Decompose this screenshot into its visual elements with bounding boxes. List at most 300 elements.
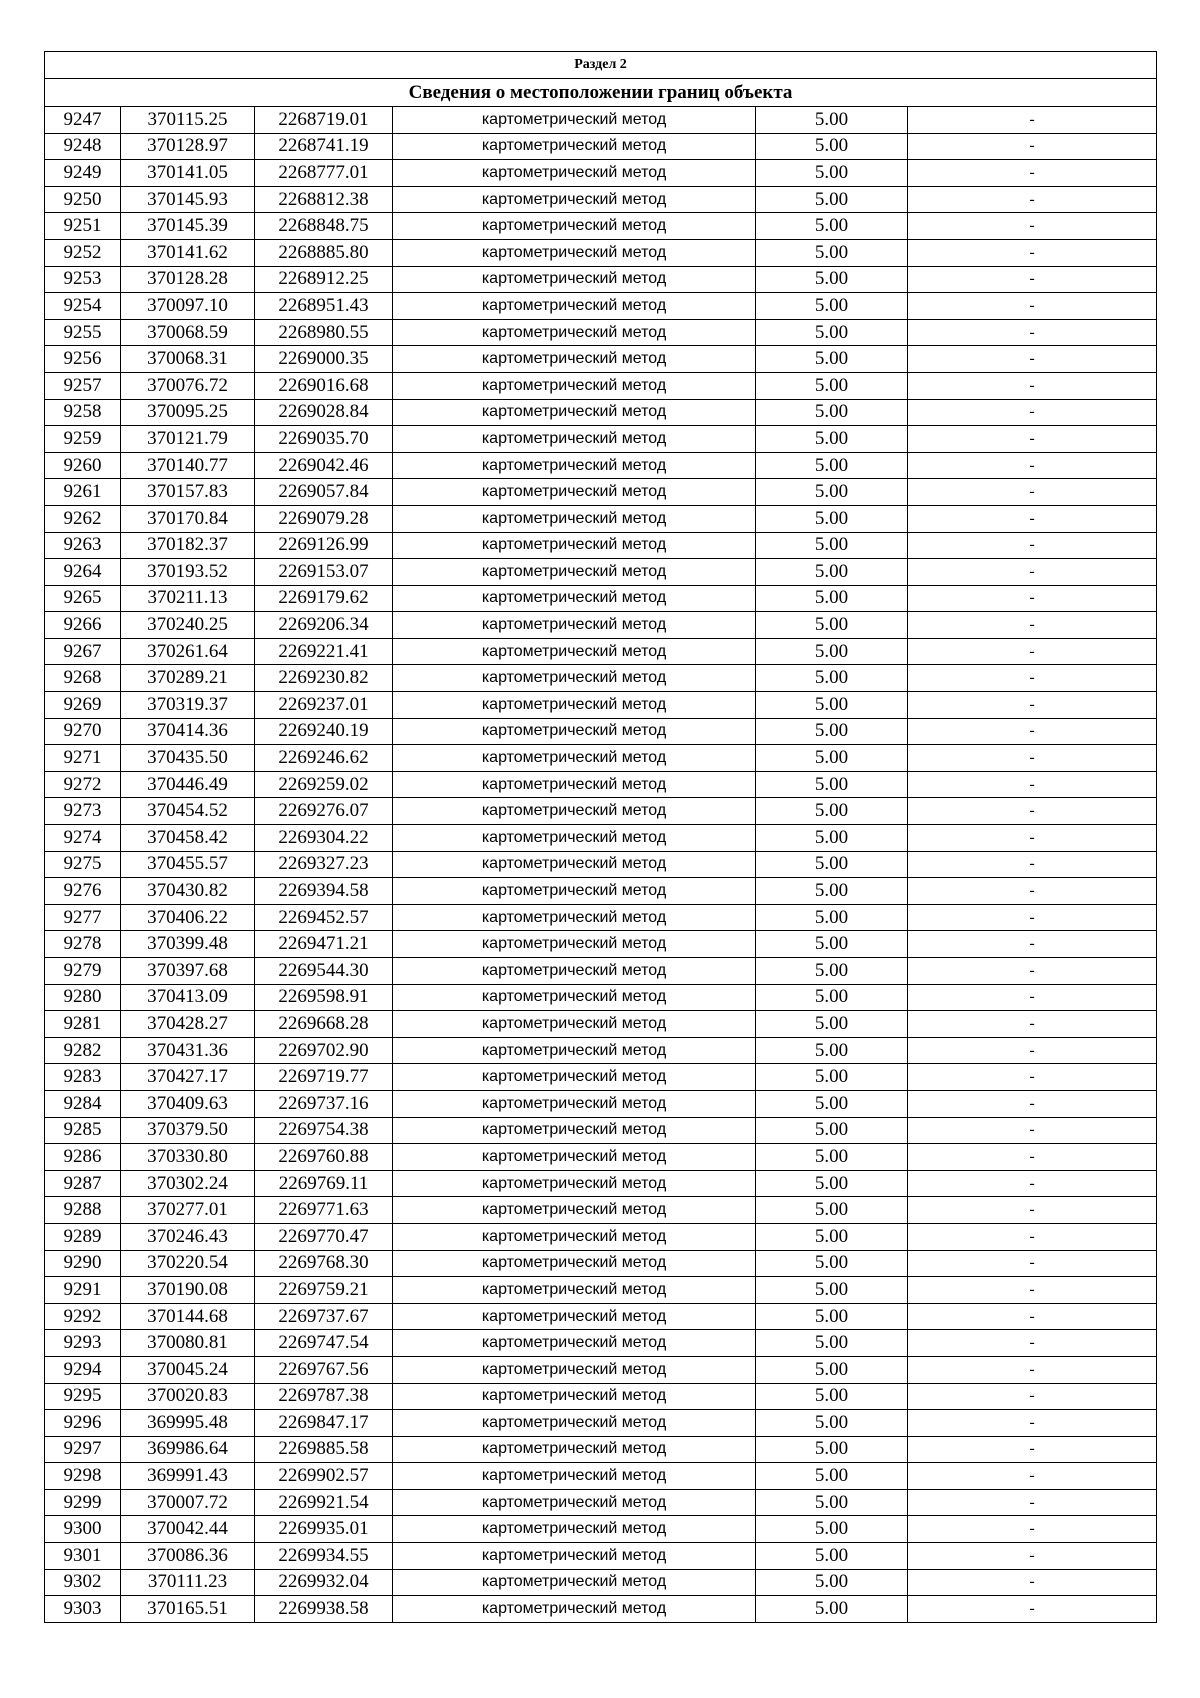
point-number-cell: 9261 bbox=[45, 479, 121, 506]
method-cell: картометрический метод bbox=[393, 1330, 756, 1357]
table-row bbox=[45, 1410, 1157, 1437]
x-coordinate-cell: 370190.08 bbox=[121, 1277, 255, 1304]
description-cell: - bbox=[908, 213, 1157, 240]
point-number-cell: 9268 bbox=[45, 665, 121, 692]
point-number-cell: 9259 bbox=[45, 426, 121, 453]
y-coordinate-cell: 2269747.54 bbox=[255, 1330, 393, 1357]
table-row bbox=[45, 1489, 1157, 1516]
table-row bbox=[45, 1383, 1157, 1410]
accuracy-cell: 5.00 bbox=[756, 399, 908, 426]
y-coordinate-cell: 2269767.56 bbox=[255, 1356, 393, 1383]
accuracy-cell: 5.00 bbox=[756, 1543, 908, 1570]
table-row bbox=[45, 160, 1157, 187]
description-cell: - bbox=[908, 851, 1157, 878]
x-coordinate-cell: 370406.22 bbox=[121, 904, 255, 931]
method-cell: картометрический метод bbox=[393, 612, 756, 639]
x-coordinate-cell: 370145.93 bbox=[121, 186, 255, 213]
x-coordinate-cell: 370399.48 bbox=[121, 931, 255, 958]
description-cell: - bbox=[908, 1436, 1157, 1463]
table-row bbox=[45, 399, 1157, 426]
y-coordinate-cell: 2269276.07 bbox=[255, 798, 393, 825]
accuracy-cell: 5.00 bbox=[756, 452, 908, 479]
point-number-cell: 9252 bbox=[45, 239, 121, 266]
point-number-cell: 9298 bbox=[45, 1463, 121, 1490]
table-row bbox=[45, 638, 1157, 665]
accuracy-cell: 5.00 bbox=[756, 133, 908, 160]
point-number-cell: 9286 bbox=[45, 1144, 121, 1171]
description-cell: - bbox=[908, 904, 1157, 931]
description-cell: - bbox=[908, 239, 1157, 266]
y-coordinate-cell: 2269702.90 bbox=[255, 1037, 393, 1064]
table-row bbox=[45, 186, 1157, 213]
point-number-cell: 9264 bbox=[45, 559, 121, 586]
table-row bbox=[45, 1569, 1157, 1596]
description-cell: - bbox=[908, 452, 1157, 479]
table-row bbox=[45, 904, 1157, 931]
point-number-cell: 9254 bbox=[45, 293, 121, 320]
table-row bbox=[45, 319, 1157, 346]
point-number-cell: 9263 bbox=[45, 532, 121, 559]
accuracy-cell: 5.00 bbox=[756, 1011, 908, 1038]
y-coordinate-cell: 2269452.57 bbox=[255, 904, 393, 931]
table-row bbox=[45, 1330, 1157, 1357]
y-coordinate-cell: 2269921.54 bbox=[255, 1489, 393, 1516]
table-row bbox=[45, 798, 1157, 825]
y-coordinate-cell: 2269770.47 bbox=[255, 1223, 393, 1250]
method-cell: картометрический метод bbox=[393, 532, 756, 559]
description-cell: - bbox=[908, 372, 1157, 399]
accuracy-cell: 5.00 bbox=[756, 532, 908, 559]
method-cell: картометрический метод bbox=[393, 878, 756, 905]
method-cell: картометрический метод bbox=[393, 1090, 756, 1117]
description-cell: - bbox=[908, 718, 1157, 745]
point-number-cell: 9256 bbox=[45, 346, 121, 373]
table-row bbox=[45, 1144, 1157, 1171]
description-cell: - bbox=[908, 532, 1157, 559]
accuracy-cell: 5.00 bbox=[756, 239, 908, 266]
accuracy-cell: 5.00 bbox=[756, 585, 908, 612]
table-row bbox=[45, 452, 1157, 479]
method-cell: картометрический метод bbox=[393, 213, 756, 240]
x-coordinate-cell: 370435.50 bbox=[121, 745, 255, 772]
y-coordinate-cell: 2269471.21 bbox=[255, 931, 393, 958]
accuracy-cell: 5.00 bbox=[756, 1330, 908, 1357]
point-number-cell: 9267 bbox=[45, 638, 121, 665]
y-coordinate-cell: 2268741.19 bbox=[255, 133, 393, 160]
point-number-cell: 9249 bbox=[45, 160, 121, 187]
method-cell: картометрический метод bbox=[393, 239, 756, 266]
accuracy-cell: 5.00 bbox=[756, 1144, 908, 1171]
accuracy-cell: 5.00 bbox=[756, 1223, 908, 1250]
description-cell: - bbox=[908, 1037, 1157, 1064]
y-coordinate-cell: 2269126.99 bbox=[255, 532, 393, 559]
accuracy-cell: 5.00 bbox=[756, 1117, 908, 1144]
accuracy-cell: 5.00 bbox=[756, 1037, 908, 1064]
description-cell: - bbox=[908, 825, 1157, 852]
y-coordinate-cell: 2268848.75 bbox=[255, 213, 393, 240]
point-number-cell: 9277 bbox=[45, 904, 121, 931]
method-cell: картометрический метод bbox=[393, 1543, 756, 1570]
x-coordinate-cell: 370330.80 bbox=[121, 1144, 255, 1171]
y-coordinate-cell: 2269885.58 bbox=[255, 1436, 393, 1463]
x-coordinate-cell: 370128.28 bbox=[121, 266, 255, 293]
method-cell: картометрический метод bbox=[393, 1596, 756, 1623]
description-cell: - bbox=[908, 1011, 1157, 1038]
accuracy-cell: 5.00 bbox=[756, 984, 908, 1011]
accuracy-cell: 5.00 bbox=[756, 1197, 908, 1224]
point-number-cell: 9290 bbox=[45, 1250, 121, 1277]
point-number-cell: 9287 bbox=[45, 1170, 121, 1197]
table-row bbox=[45, 931, 1157, 958]
x-coordinate-cell: 370409.63 bbox=[121, 1090, 255, 1117]
description-cell: - bbox=[908, 1197, 1157, 1224]
accuracy-cell: 5.00 bbox=[756, 1356, 908, 1383]
y-coordinate-cell: 2269394.58 bbox=[255, 878, 393, 905]
method-cell: картометрический метод bbox=[393, 1117, 756, 1144]
y-coordinate-cell: 2269240.19 bbox=[255, 718, 393, 745]
description-cell: - bbox=[908, 1383, 1157, 1410]
x-coordinate-cell: 370240.25 bbox=[121, 612, 255, 639]
y-coordinate-cell: 2269938.58 bbox=[255, 1596, 393, 1623]
table-row bbox=[45, 1356, 1157, 1383]
point-number-cell: 9278 bbox=[45, 931, 121, 958]
description-cell: - bbox=[908, 1117, 1157, 1144]
method-cell: картометрический метод bbox=[393, 1356, 756, 1383]
accuracy-cell: 5.00 bbox=[756, 958, 908, 985]
method-cell: картометрический метод bbox=[393, 1037, 756, 1064]
method-cell: картометрический метод bbox=[393, 1410, 756, 1437]
method-cell: картометрический метод bbox=[393, 638, 756, 665]
point-number-cell: 9247 bbox=[45, 107, 121, 134]
y-coordinate-cell: 2268777.01 bbox=[255, 160, 393, 187]
description-cell: - bbox=[908, 1090, 1157, 1117]
description-cell: - bbox=[908, 426, 1157, 453]
method-cell: картометрический метод bbox=[393, 1463, 756, 1490]
x-coordinate-cell: 370430.82 bbox=[121, 878, 255, 905]
method-cell: картометрический метод bbox=[393, 904, 756, 931]
accuracy-cell: 5.00 bbox=[756, 160, 908, 187]
description-cell: - bbox=[908, 1489, 1157, 1516]
x-coordinate-cell: 370182.37 bbox=[121, 532, 255, 559]
x-coordinate-cell: 370289.21 bbox=[121, 665, 255, 692]
method-cell: картометрический метод bbox=[393, 426, 756, 453]
method-cell: картометрический метод bbox=[393, 745, 756, 772]
accuracy-cell: 5.00 bbox=[756, 319, 908, 346]
method-cell: картометрический метод bbox=[393, 1303, 756, 1330]
x-coordinate-cell: 370128.97 bbox=[121, 133, 255, 160]
x-coordinate-cell: 369995.48 bbox=[121, 1410, 255, 1437]
y-coordinate-cell: 2268719.01 bbox=[255, 107, 393, 134]
table-row bbox=[45, 1197, 1157, 1224]
x-coordinate-cell: 370277.01 bbox=[121, 1197, 255, 1224]
y-coordinate-cell: 2269259.02 bbox=[255, 771, 393, 798]
y-coordinate-cell: 2269237.01 bbox=[255, 692, 393, 719]
y-coordinate-cell: 2268812.38 bbox=[255, 186, 393, 213]
accuracy-cell: 5.00 bbox=[756, 505, 908, 532]
point-number-cell: 9303 bbox=[45, 1596, 121, 1623]
method-cell: картометрический метод bbox=[393, 931, 756, 958]
method-cell: картометрический метод bbox=[393, 1011, 756, 1038]
y-coordinate-cell: 2269153.07 bbox=[255, 559, 393, 586]
method-cell: картометрический метод bbox=[393, 346, 756, 373]
point-number-cell: 9274 bbox=[45, 825, 121, 852]
y-coordinate-cell: 2269719.77 bbox=[255, 1064, 393, 1091]
accuracy-cell: 5.00 bbox=[756, 186, 908, 213]
y-coordinate-cell: 2269079.28 bbox=[255, 505, 393, 532]
table-row bbox=[45, 1516, 1157, 1543]
description-cell: - bbox=[908, 931, 1157, 958]
description-cell: - bbox=[908, 1144, 1157, 1171]
x-coordinate-cell: 370414.36 bbox=[121, 718, 255, 745]
description-cell: - bbox=[908, 479, 1157, 506]
accuracy-cell: 5.00 bbox=[756, 266, 908, 293]
point-number-cell: 9276 bbox=[45, 878, 121, 905]
description-cell: - bbox=[908, 771, 1157, 798]
x-coordinate-cell: 370246.43 bbox=[121, 1223, 255, 1250]
method-cell: картометрический метод bbox=[393, 1516, 756, 1543]
accuracy-cell: 5.00 bbox=[756, 559, 908, 586]
method-cell: картометрический метод bbox=[393, 825, 756, 852]
accuracy-cell: 5.00 bbox=[756, 931, 908, 958]
y-coordinate-cell: 2269246.62 bbox=[255, 745, 393, 772]
description-cell: - bbox=[908, 638, 1157, 665]
point-number-cell: 9300 bbox=[45, 1516, 121, 1543]
description-cell: - bbox=[908, 1463, 1157, 1490]
accuracy-cell: 5.00 bbox=[756, 771, 908, 798]
table-row bbox=[45, 1037, 1157, 1064]
table-row bbox=[45, 1090, 1157, 1117]
method-cell: картометрический метод bbox=[393, 1064, 756, 1091]
description-cell: - bbox=[908, 745, 1157, 772]
description-cell: - bbox=[908, 559, 1157, 586]
point-number-cell: 9275 bbox=[45, 851, 121, 878]
description-cell: - bbox=[908, 612, 1157, 639]
table-row bbox=[45, 426, 1157, 453]
table-row bbox=[45, 346, 1157, 373]
table-row bbox=[45, 559, 1157, 586]
point-number-cell: 9280 bbox=[45, 984, 121, 1011]
description-cell: - bbox=[908, 266, 1157, 293]
description-cell: - bbox=[908, 1356, 1157, 1383]
description-cell: - bbox=[908, 1064, 1157, 1091]
point-number-cell: 9285 bbox=[45, 1117, 121, 1144]
table-row bbox=[45, 213, 1157, 240]
x-coordinate-cell: 370140.77 bbox=[121, 452, 255, 479]
description-cell: - bbox=[908, 186, 1157, 213]
method-cell: картометрический метод bbox=[393, 665, 756, 692]
x-coordinate-cell: 370261.64 bbox=[121, 638, 255, 665]
accuracy-cell: 5.00 bbox=[756, 1569, 908, 1596]
table-row bbox=[45, 1543, 1157, 1570]
accuracy-cell: 5.00 bbox=[756, 1436, 908, 1463]
table-row bbox=[45, 1436, 1157, 1463]
x-coordinate-cell: 370111.23 bbox=[121, 1569, 255, 1596]
description-cell: - bbox=[908, 1596, 1157, 1623]
x-coordinate-cell: 369991.43 bbox=[121, 1463, 255, 1490]
method-cell: картометрический метод bbox=[393, 319, 756, 346]
table-row bbox=[45, 692, 1157, 719]
accuracy-cell: 5.00 bbox=[756, 1064, 908, 1091]
point-number-cell: 9255 bbox=[45, 319, 121, 346]
accuracy-cell: 5.00 bbox=[756, 293, 908, 320]
x-coordinate-cell: 370427.17 bbox=[121, 1064, 255, 1091]
y-coordinate-cell: 2269737.16 bbox=[255, 1090, 393, 1117]
y-coordinate-cell: 2269787.38 bbox=[255, 1383, 393, 1410]
x-coordinate-cell: 369986.64 bbox=[121, 1436, 255, 1463]
table-row bbox=[45, 984, 1157, 1011]
table-row bbox=[45, 133, 1157, 160]
point-number-cell: 9253 bbox=[45, 266, 121, 293]
description-cell: - bbox=[908, 133, 1157, 160]
point-number-cell: 9292 bbox=[45, 1303, 121, 1330]
table-row bbox=[45, 612, 1157, 639]
point-number-cell: 9288 bbox=[45, 1197, 121, 1224]
method-cell: картометрический метод bbox=[393, 479, 756, 506]
x-coordinate-cell: 370097.10 bbox=[121, 293, 255, 320]
method-cell: картометрический метод bbox=[393, 1436, 756, 1463]
method-cell: картометрический метод bbox=[393, 1569, 756, 1596]
y-coordinate-cell: 2269769.11 bbox=[255, 1170, 393, 1197]
section-label: Раздел 2 bbox=[45, 52, 1157, 79]
y-coordinate-cell: 2268912.25 bbox=[255, 266, 393, 293]
method-cell: картометрический метод bbox=[393, 372, 756, 399]
table-row bbox=[45, 1250, 1157, 1277]
y-coordinate-cell: 2269768.30 bbox=[255, 1250, 393, 1277]
y-coordinate-cell: 2269598.91 bbox=[255, 984, 393, 1011]
description-cell: - bbox=[908, 107, 1157, 134]
accuracy-cell: 5.00 bbox=[756, 612, 908, 639]
x-coordinate-cell: 370007.72 bbox=[121, 1489, 255, 1516]
y-coordinate-cell: 2269035.70 bbox=[255, 426, 393, 453]
table-row bbox=[45, 665, 1157, 692]
accuracy-cell: 5.00 bbox=[756, 1410, 908, 1437]
x-coordinate-cell: 370095.25 bbox=[121, 399, 255, 426]
table-row bbox=[45, 851, 1157, 878]
x-coordinate-cell: 370302.24 bbox=[121, 1170, 255, 1197]
accuracy-cell: 5.00 bbox=[756, 1463, 908, 1490]
x-coordinate-cell: 370042.44 bbox=[121, 1516, 255, 1543]
x-coordinate-cell: 370045.24 bbox=[121, 1356, 255, 1383]
point-number-cell: 9299 bbox=[45, 1489, 121, 1516]
table-row bbox=[45, 107, 1157, 134]
accuracy-cell: 5.00 bbox=[756, 851, 908, 878]
table-row bbox=[45, 505, 1157, 532]
method-cell: картометрический метод bbox=[393, 133, 756, 160]
x-coordinate-cell: 370319.37 bbox=[121, 692, 255, 719]
x-coordinate-cell: 370413.09 bbox=[121, 984, 255, 1011]
accuracy-cell: 5.00 bbox=[756, 718, 908, 745]
method-cell: картометрический метод bbox=[393, 107, 756, 134]
point-number-cell: 9257 bbox=[45, 372, 121, 399]
accuracy-cell: 5.00 bbox=[756, 638, 908, 665]
description-cell: - bbox=[908, 585, 1157, 612]
accuracy-cell: 5.00 bbox=[756, 692, 908, 719]
table-row bbox=[45, 372, 1157, 399]
accuracy-cell: 5.00 bbox=[756, 1170, 908, 1197]
method-cell: картометрический метод bbox=[393, 559, 756, 586]
x-coordinate-cell: 370193.52 bbox=[121, 559, 255, 586]
method-cell: картометрический метод bbox=[393, 1383, 756, 1410]
section-title: Сведения о местоположении границ объекта bbox=[45, 79, 1157, 107]
y-coordinate-cell: 2269754.38 bbox=[255, 1117, 393, 1144]
description-cell: - bbox=[908, 1303, 1157, 1330]
point-number-cell: 9283 bbox=[45, 1064, 121, 1091]
description-cell: - bbox=[908, 1223, 1157, 1250]
table-row bbox=[45, 1596, 1157, 1623]
description-cell: - bbox=[908, 505, 1157, 532]
method-cell: картометрический метод bbox=[393, 293, 756, 320]
method-cell: картометрический метод bbox=[393, 585, 756, 612]
x-coordinate-cell: 370144.68 bbox=[121, 1303, 255, 1330]
accuracy-cell: 5.00 bbox=[756, 1090, 908, 1117]
method-cell: картометрический метод bbox=[393, 1223, 756, 1250]
x-coordinate-cell: 370020.83 bbox=[121, 1383, 255, 1410]
point-number-cell: 9293 bbox=[45, 1330, 121, 1357]
description-cell: - bbox=[908, 984, 1157, 1011]
point-number-cell: 9265 bbox=[45, 585, 121, 612]
method-cell: картометрический метод bbox=[393, 1197, 756, 1224]
description-cell: - bbox=[908, 1543, 1157, 1570]
y-coordinate-cell: 2269668.28 bbox=[255, 1011, 393, 1038]
table-body bbox=[45, 107, 1157, 1623]
description-cell: - bbox=[908, 1410, 1157, 1437]
method-cell: картометрический метод bbox=[393, 771, 756, 798]
x-coordinate-cell: 370220.54 bbox=[121, 1250, 255, 1277]
method-cell: картометрический метод bbox=[393, 692, 756, 719]
accuracy-cell: 5.00 bbox=[756, 479, 908, 506]
y-coordinate-cell: 2269760.88 bbox=[255, 1144, 393, 1171]
accuracy-cell: 5.00 bbox=[756, 745, 908, 772]
method-cell: картометрический метод bbox=[393, 266, 756, 293]
table-row bbox=[45, 1011, 1157, 1038]
x-coordinate-cell: 370145.39 bbox=[121, 213, 255, 240]
table-row bbox=[45, 1277, 1157, 1304]
point-number-cell: 9296 bbox=[45, 1410, 121, 1437]
point-number-cell: 9297 bbox=[45, 1436, 121, 1463]
accuracy-cell: 5.00 bbox=[756, 213, 908, 240]
x-coordinate-cell: 370446.49 bbox=[121, 771, 255, 798]
table-row bbox=[45, 878, 1157, 905]
point-number-cell: 9279 bbox=[45, 958, 121, 985]
x-coordinate-cell: 370068.31 bbox=[121, 346, 255, 373]
y-coordinate-cell: 2269935.01 bbox=[255, 1516, 393, 1543]
description-cell: - bbox=[908, 665, 1157, 692]
accuracy-cell: 5.00 bbox=[756, 346, 908, 373]
x-coordinate-cell: 370068.59 bbox=[121, 319, 255, 346]
x-coordinate-cell: 370379.50 bbox=[121, 1117, 255, 1144]
y-coordinate-cell: 2269932.04 bbox=[255, 1569, 393, 1596]
point-number-cell: 9281 bbox=[45, 1011, 121, 1038]
x-coordinate-cell: 370458.42 bbox=[121, 825, 255, 852]
y-coordinate-cell: 2269206.34 bbox=[255, 612, 393, 639]
table-row bbox=[45, 825, 1157, 852]
point-number-cell: 9282 bbox=[45, 1037, 121, 1064]
point-number-cell: 9284 bbox=[45, 1090, 121, 1117]
accuracy-cell: 5.00 bbox=[756, 665, 908, 692]
point-number-cell: 9251 bbox=[45, 213, 121, 240]
description-cell: - bbox=[908, 319, 1157, 346]
point-number-cell: 9269 bbox=[45, 692, 121, 719]
y-coordinate-cell: 2268885.80 bbox=[255, 239, 393, 266]
x-coordinate-cell: 370397.68 bbox=[121, 958, 255, 985]
y-coordinate-cell: 2269847.17 bbox=[255, 1410, 393, 1437]
point-number-cell: 9291 bbox=[45, 1277, 121, 1304]
method-cell: картометрический метод bbox=[393, 1277, 756, 1304]
table-row bbox=[45, 1170, 1157, 1197]
accuracy-cell: 5.00 bbox=[756, 372, 908, 399]
table-row bbox=[45, 1064, 1157, 1091]
description-cell: - bbox=[908, 878, 1157, 905]
